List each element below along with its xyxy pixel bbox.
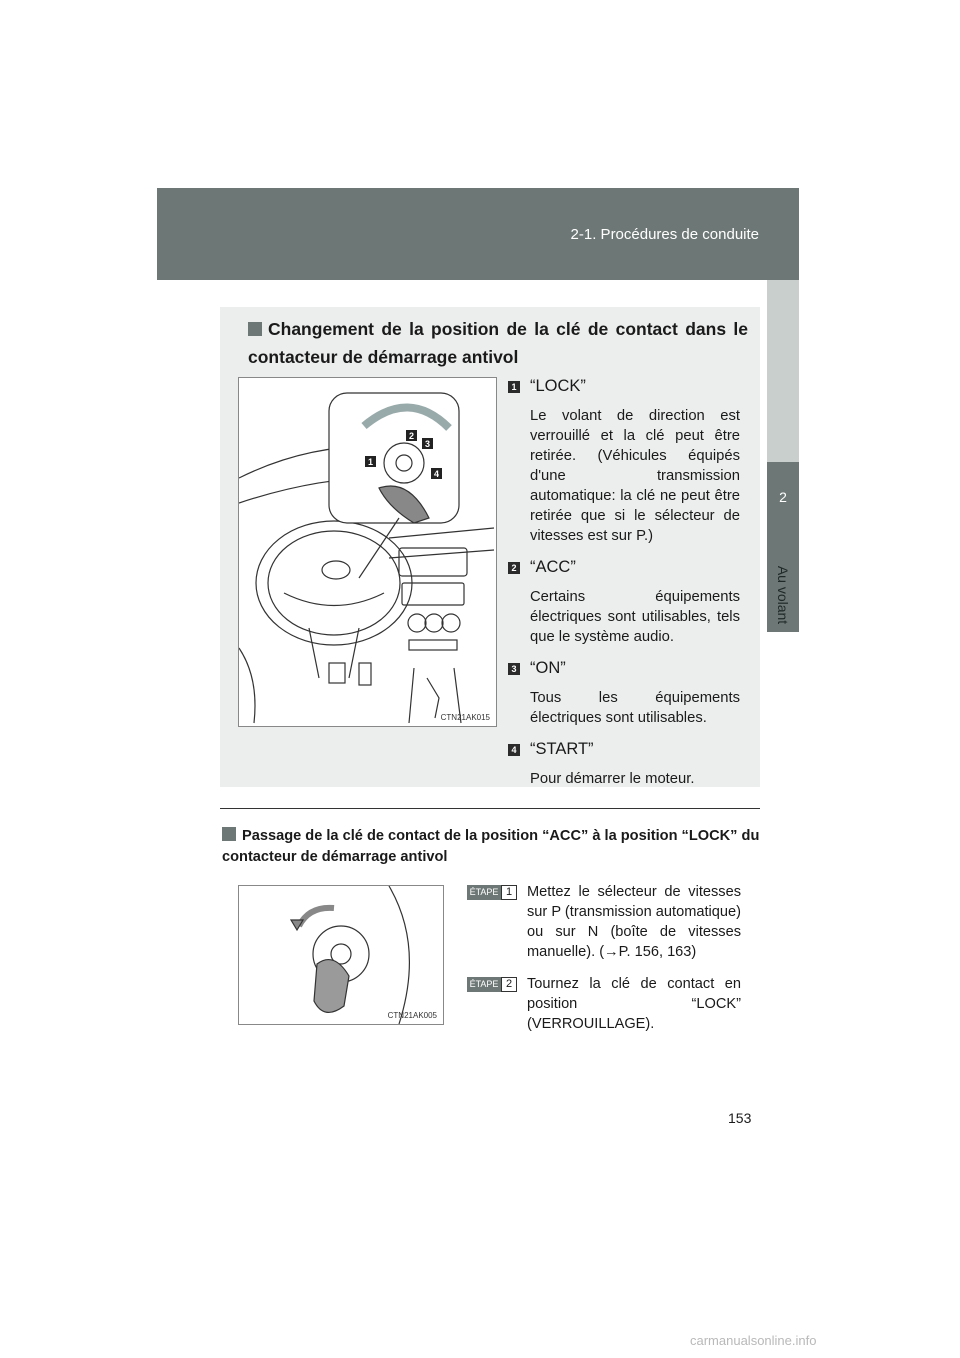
number-badge: 1: [508, 381, 520, 393]
step-badge: ÉTAPE 1: [467, 885, 517, 900]
square-bullet-icon: [248, 322, 262, 336]
position-name: “LOCK”: [530, 377, 586, 395]
box-title: Changement de la position de la clé de contact dans le contacteur de démarrage antivol: [248, 319, 748, 367]
section2-title: Passage de la clé de contact de la position “ACC” à la position “LOCK” du contacteur de démarrage antivol: [222, 828, 760, 865]
step-item: [467, 974, 743, 1034]
info-box: [220, 307, 760, 787]
watermark[interactable]: carmanualsonline.info: [690, 1333, 817, 1348]
section-label: 2-1. Procédures de conduite: [570, 226, 759, 243]
dashboard-illustration: [239, 378, 496, 726]
number-badge: 4: [508, 744, 520, 756]
list-item: [508, 377, 740, 546]
dashboard-ignition-figure: [238, 377, 497, 727]
key-position-list: [508, 371, 740, 801]
svg-text:3: 3: [425, 439, 431, 449]
step-text: Mettez le sélecteur de vitesses sur P (transmission automatique) ou sur N (boîte de vitesses manuelle). (→P. 156, 163): [527, 884, 741, 960]
position-name: “START”: [530, 740, 594, 758]
figure-code: CTN21AK005: [387, 1011, 437, 1020]
steps-list: [467, 882, 743, 1046]
svg-text:2: 2: [409, 431, 415, 441]
position-name: “ON”: [530, 659, 566, 677]
page-number: 153: [728, 1110, 752, 1126]
step-text: Tournez la clé de contact en position “LOCK” (VERROUILLAGE).: [527, 976, 741, 1032]
position-description: Certains équipements électriques sont utilisables, tels que le système audio.: [530, 589, 740, 645]
header-band: [157, 188, 799, 280]
chapter-label-wrap: [767, 540, 799, 650]
list-item: [508, 740, 740, 789]
number-badge: 2: [508, 562, 520, 574]
square-bullet-icon: [222, 827, 236, 841]
key-turn-figure: [238, 885, 444, 1025]
number-badge: 3: [508, 663, 520, 675]
list-item: [508, 558, 740, 647]
section-divider: [220, 808, 760, 809]
figure-code: CTN21AK015: [440, 713, 490, 722]
key-illustration: [239, 886, 443, 1024]
position-description: Pour démarrer le moteur.: [530, 771, 695, 787]
svg-text:1: 1: [368, 457, 374, 467]
list-item: [508, 659, 740, 728]
step-badge: ÉTAPE 2: [467, 977, 517, 992]
side-tab-strip: [767, 280, 799, 462]
position-description: Tous les équipements électriques sont utilisables.: [530, 690, 740, 726]
position-description: Le volant de direction est verrouillé et la clé peut être retirée. (Véhicules équipés d'une transmission automatique: la clé ne peut être retirée que si le sélecteur de vitesses est sur P.): [530, 408, 740, 544]
chapter-label: Au volant: [775, 565, 791, 625]
svg-text:4: 4: [434, 469, 440, 479]
position-name: “ACC”: [530, 558, 576, 576]
chapter-number: 2: [779, 489, 787, 505]
step-item: [467, 882, 743, 962]
